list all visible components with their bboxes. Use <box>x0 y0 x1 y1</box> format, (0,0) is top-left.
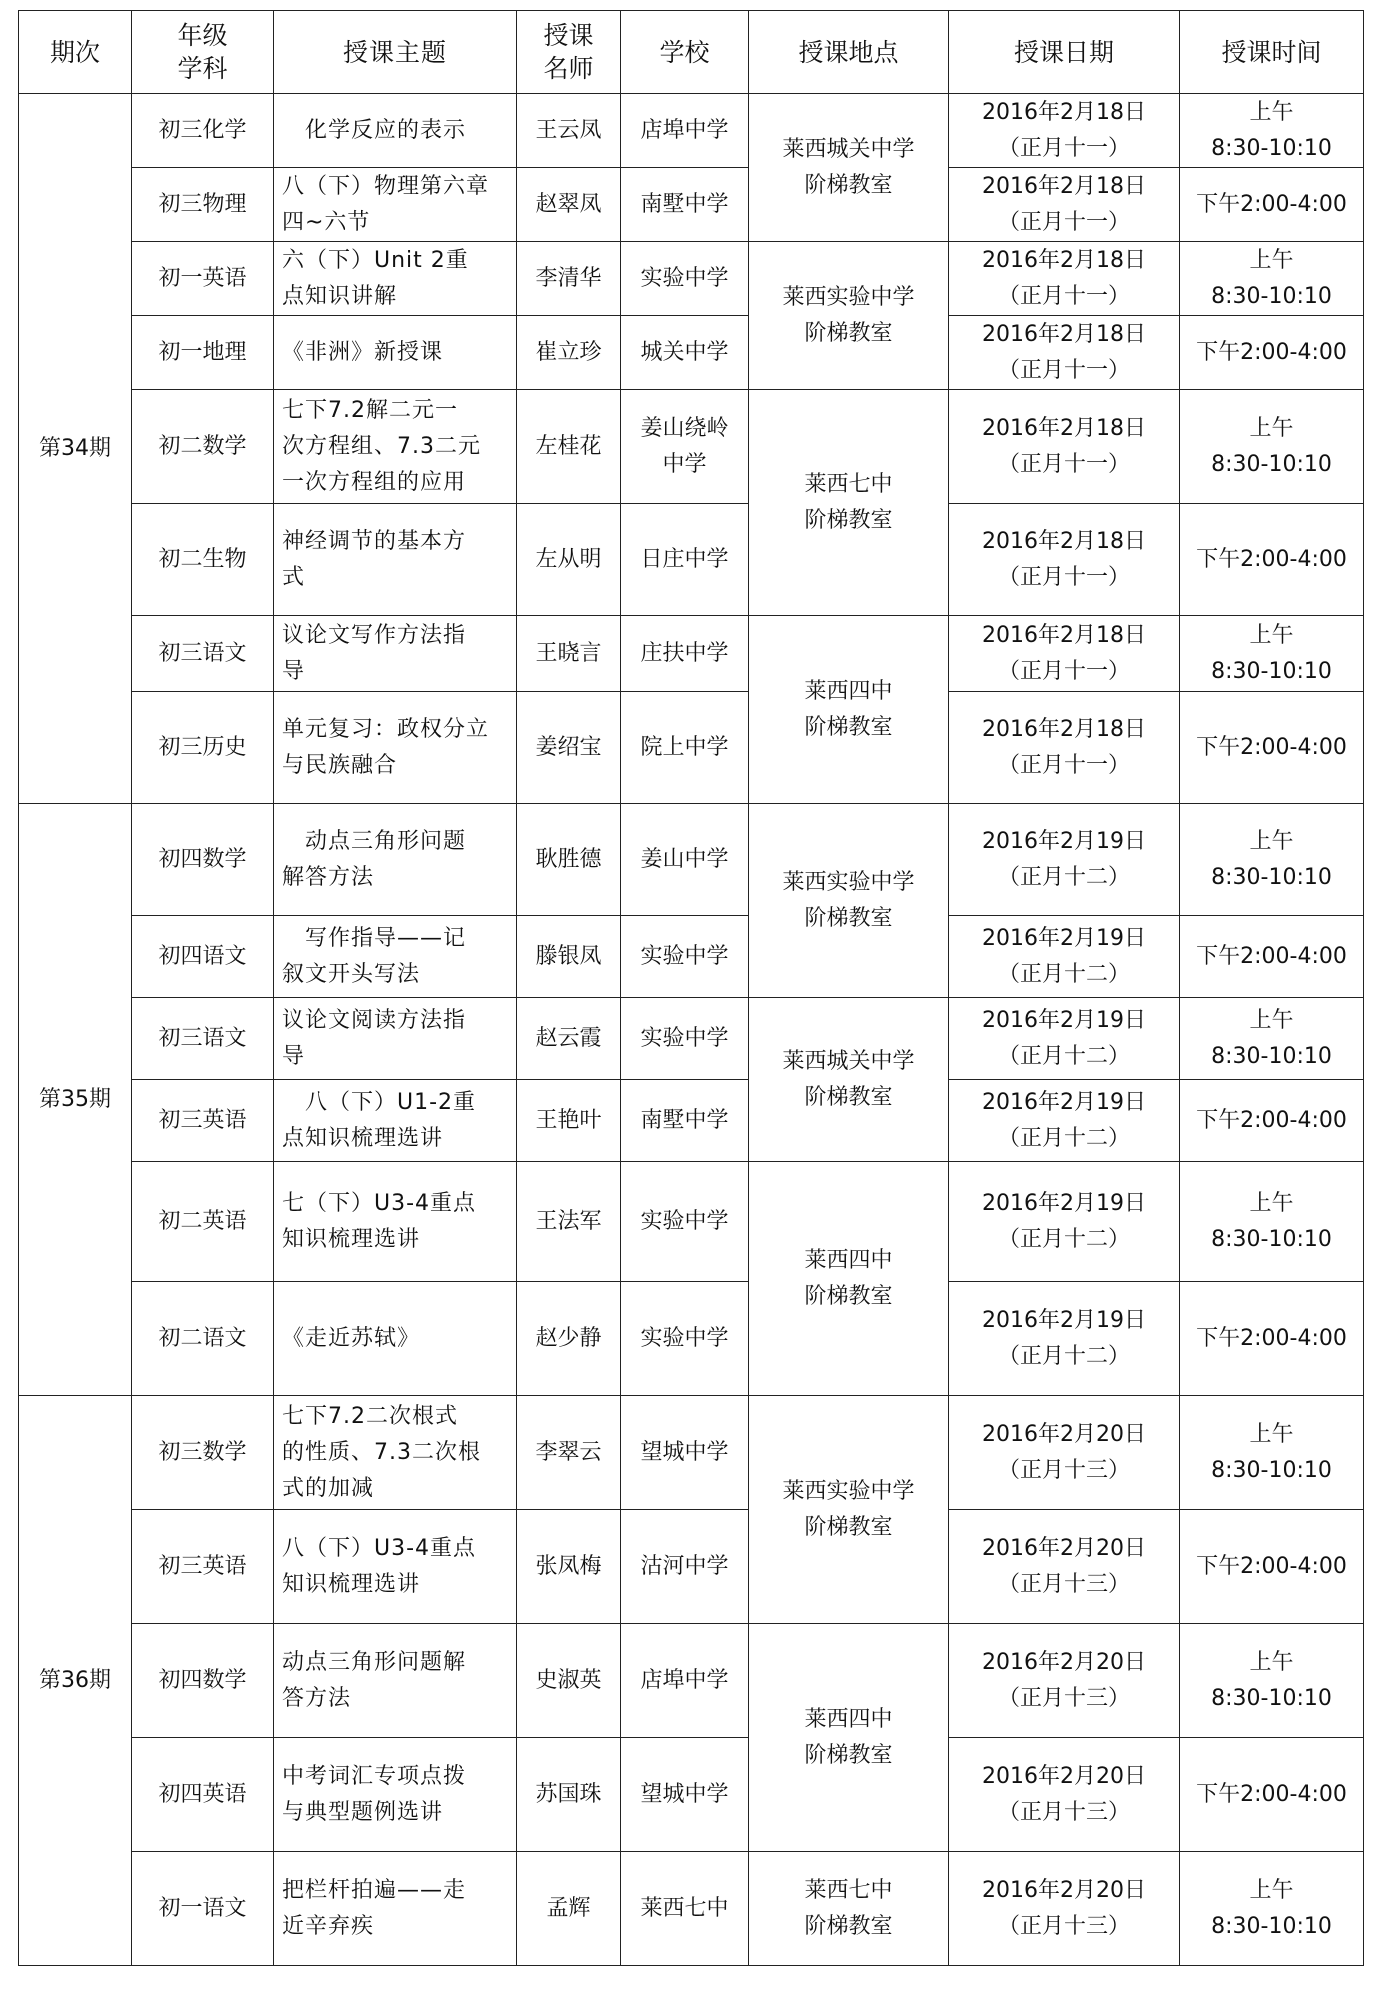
time-cell: 上午 8:30-10:10 <box>1180 94 1364 168</box>
time-cell: 下午2:00-4:00 <box>1180 916 1364 998</box>
topic-cell: 《非洲》新授课 <box>274 316 517 390</box>
subject-cell: 初二英语 <box>132 1162 274 1282</box>
school-cell: 沽河中学 <box>621 1510 749 1624</box>
teacher-cell: 孟辉 <box>517 1852 621 1966</box>
teacher-cell: 李清华 <box>517 242 621 316</box>
date-cell: 2016年2月19日 （正月十二） <box>949 998 1180 1080</box>
subject-cell: 初一语文 <box>132 1852 274 1966</box>
school-cell: 实验中学 <box>621 998 749 1080</box>
time-cell: 下午2:00-4:00 <box>1180 1080 1364 1162</box>
header-teacher: 授课 名师 <box>517 11 621 94</box>
location-cell: 莱西七中 阶梯教室 <box>749 1852 949 1966</box>
teacher-cell: 赵少静 <box>517 1282 621 1396</box>
school-cell: 姜山中学 <box>621 804 749 916</box>
topic-cell: 八（下）U1-2重 点知识梳理选讲 <box>274 1080 517 1162</box>
date-cell: 2016年2月18日 （正月十一） <box>949 316 1180 390</box>
table-row <box>19 168 1364 242</box>
table-row <box>19 1738 1364 1852</box>
subject-cell: 初四英语 <box>132 1738 274 1852</box>
subject-cell: 初一英语 <box>132 242 274 316</box>
subject-cell: 初三语文 <box>132 616 274 692</box>
table-row <box>19 1080 1364 1162</box>
topic-cell: 议论文写作方法指 导 <box>274 616 517 692</box>
location-cell: 莱西四中 阶梯教室 <box>749 616 949 804</box>
table-row <box>19 1510 1364 1624</box>
table-row <box>19 998 1364 1080</box>
table-row <box>19 316 1364 390</box>
date-cell: 2016年2月20日 （正月十三） <box>949 1624 1180 1738</box>
subject-cell: 初三数学 <box>132 1396 274 1510</box>
period-cell: 第34期 <box>19 94 132 804</box>
subject-cell: 初二语文 <box>132 1282 274 1396</box>
subject-cell: 初三语文 <box>132 998 274 1080</box>
table-row <box>19 804 1364 916</box>
location-cell: 莱西实验中学 阶梯教室 <box>749 242 949 390</box>
time-cell: 上午 8:30-10:10 <box>1180 1852 1364 1966</box>
table-row <box>19 692 1364 804</box>
table-row <box>19 504 1364 616</box>
table-row <box>19 1162 1364 1282</box>
topic-cell: 神经调节的基本方 式 <box>274 504 517 616</box>
school-cell: 望城中学 <box>621 1738 749 1852</box>
subject-cell: 初三化学 <box>132 94 274 168</box>
time-cell: 上午 8:30-10:10 <box>1180 804 1364 916</box>
date-cell: 2016年2月20日 （正月十三） <box>949 1738 1180 1852</box>
time-cell: 上午 8:30-10:10 <box>1180 998 1364 1080</box>
location-cell: 莱西实验中学 阶梯教室 <box>749 804 949 998</box>
teacher-cell: 耿胜德 <box>517 804 621 916</box>
header-topic: 授课主题 <box>274 11 517 94</box>
topic-cell: 八（下）物理第六章 四~六节 <box>274 168 517 242</box>
topic-cell: 动点三角形问题解 答方法 <box>274 1624 517 1738</box>
school-cell: 城关中学 <box>621 316 749 390</box>
date-cell: 2016年2月19日 （正月十二） <box>949 1080 1180 1162</box>
date-cell: 2016年2月18日 （正月十一） <box>949 168 1180 242</box>
teacher-cell: 左从明 <box>517 504 621 616</box>
subject-cell: 初二数学 <box>132 390 274 504</box>
topic-cell: 议论文阅读方法指 导 <box>274 998 517 1080</box>
school-cell: 望城中学 <box>621 1396 749 1510</box>
time-cell: 下午2:00-4:00 <box>1180 316 1364 390</box>
header-location: 授课地点 <box>749 11 949 94</box>
teacher-cell: 赵翠凤 <box>517 168 621 242</box>
table-row <box>19 916 1364 998</box>
location-cell: 莱西四中 阶梯教室 <box>749 1162 949 1396</box>
topic-cell: 六（下）Unit 2重 点知识讲解 <box>274 242 517 316</box>
date-cell: 2016年2月18日 （正月十一） <box>949 504 1180 616</box>
school-cell: 日庄中学 <box>621 504 749 616</box>
subject-cell: 初四语文 <box>132 916 274 998</box>
topic-cell: 七（下）U3-4重点 知识梳理选讲 <box>274 1162 517 1282</box>
time-cell: 下午2:00-4:00 <box>1180 1738 1364 1852</box>
header-time: 授课时间 <box>1180 11 1364 94</box>
topic-cell: 七下7.2二次根式 的性质、7.3二次根 式的加减 <box>274 1396 517 1510</box>
location-cell: 莱西七中 阶梯教室 <box>749 390 949 616</box>
teacher-cell: 王法军 <box>517 1162 621 1282</box>
school-cell: 实验中学 <box>621 1162 749 1282</box>
school-cell: 实验中学 <box>621 242 749 316</box>
time-cell: 上午 8:30-10:10 <box>1180 1624 1364 1738</box>
header-date: 授课日期 <box>949 11 1180 94</box>
teacher-cell: 王云凤 <box>517 94 621 168</box>
topic-cell: 单元复习：政权分立 与民族融合 <box>274 692 517 804</box>
school-cell: 南墅中学 <box>621 168 749 242</box>
location-cell: 莱西城关中学 阶梯教室 <box>749 94 949 242</box>
teacher-cell: 崔立珍 <box>517 316 621 390</box>
topic-cell: 七下7.2解二元一 次方程组、7.3二元 一次方程组的应用 <box>274 390 517 504</box>
teacher-cell: 左桂花 <box>517 390 621 504</box>
time-cell: 下午2:00-4:00 <box>1180 168 1364 242</box>
table-row <box>19 1624 1364 1738</box>
date-cell: 2016年2月18日 （正月十一） <box>949 692 1180 804</box>
school-cell: 实验中学 <box>621 1282 749 1396</box>
teacher-cell: 史淑英 <box>517 1624 621 1738</box>
teacher-cell: 苏国珠 <box>517 1738 621 1852</box>
topic-cell: 中考词汇专项点拨 与典型题例选讲 <box>274 1738 517 1852</box>
period-cell: 第35期 <box>19 804 132 1396</box>
date-cell: 2016年2月20日 （正月十三） <box>949 1852 1180 1966</box>
school-cell: 姜山绕岭 中学 <box>621 390 749 504</box>
topic-cell: 动点三角形问题 解答方法 <box>274 804 517 916</box>
table-row <box>19 616 1364 692</box>
time-cell: 下午2:00-4:00 <box>1180 692 1364 804</box>
date-cell: 2016年2月18日 （正月十一） <box>949 390 1180 504</box>
topic-cell: 化学反应的表示 <box>274 94 517 168</box>
subject-cell: 初二生物 <box>132 504 274 616</box>
school-cell: 南墅中学 <box>621 1080 749 1162</box>
school-cell: 实验中学 <box>621 916 749 998</box>
school-cell: 院上中学 <box>621 692 749 804</box>
teacher-cell: 赵云霞 <box>517 998 621 1080</box>
teacher-cell: 滕银凤 <box>517 916 621 998</box>
table-row <box>19 242 1364 316</box>
header-period: 期次 <box>19 11 132 94</box>
time-cell: 上午 8:30-10:10 <box>1180 616 1364 692</box>
time-cell: 上午 8:30-10:10 <box>1180 390 1364 504</box>
school-cell: 庄扶中学 <box>621 616 749 692</box>
time-cell: 下午2:00-4:00 <box>1180 1510 1364 1624</box>
topic-cell: 《走近苏轼》 <box>274 1282 517 1396</box>
subject-cell: 初三历史 <box>132 692 274 804</box>
table-row <box>19 1282 1364 1396</box>
subject-cell: 初三英语 <box>132 1510 274 1624</box>
date-cell: 2016年2月19日 （正月十二） <box>949 1162 1180 1282</box>
teacher-cell: 王晓言 <box>517 616 621 692</box>
time-cell: 上午 8:30-10:10 <box>1180 242 1364 316</box>
date-cell: 2016年2月20日 （正月十三） <box>949 1396 1180 1510</box>
location-cell: 莱西四中 阶梯教室 <box>749 1624 949 1852</box>
header-school: 学校 <box>621 11 749 94</box>
school-cell: 店埠中学 <box>621 94 749 168</box>
table-row <box>19 390 1364 504</box>
subject-cell: 初一地理 <box>132 316 274 390</box>
topic-cell: 把栏杆拍遍——走 近辛弃疾 <box>274 1852 517 1966</box>
date-cell: 2016年2月18日 （正月十一） <box>949 242 1180 316</box>
time-cell: 上午 8:30-10:10 <box>1180 1396 1364 1510</box>
table-row <box>19 1852 1364 1966</box>
period-cell: 第36期 <box>19 1396 132 1966</box>
header-grade-subject: 年级 学科 <box>132 11 274 94</box>
date-cell: 2016年2月19日 （正月十二） <box>949 1282 1180 1396</box>
topic-cell: 八（下）U3-4重点 知识梳理选讲 <box>274 1510 517 1624</box>
date-cell: 2016年2月20日 （正月十三） <box>949 1510 1180 1624</box>
school-cell: 莱西七中 <box>621 1852 749 1966</box>
table-row <box>19 94 1364 168</box>
time-cell: 上午 8:30-10:10 <box>1180 1162 1364 1282</box>
date-cell: 2016年2月19日 （正月十二） <box>949 916 1180 998</box>
topic-cell: 写作指导——记 叙文开头写法 <box>274 916 517 998</box>
subject-cell: 初四数学 <box>132 804 274 916</box>
subject-cell: 初三物理 <box>132 168 274 242</box>
teacher-cell: 李翠云 <box>517 1396 621 1510</box>
school-cell: 店埠中学 <box>621 1624 749 1738</box>
subject-cell: 初四数学 <box>132 1624 274 1738</box>
subject-cell: 初三英语 <box>132 1080 274 1162</box>
teacher-cell: 王艳叶 <box>517 1080 621 1162</box>
header-row <box>19 11 1364 94</box>
location-cell: 莱西城关中学 阶梯教室 <box>749 998 949 1162</box>
date-cell: 2016年2月18日 （正月十一） <box>949 94 1180 168</box>
location-cell: 莱西实验中学 阶梯教室 <box>749 1396 949 1624</box>
date-cell: 2016年2月18日 （正月十一） <box>949 616 1180 692</box>
time-cell: 下午2:00-4:00 <box>1180 1282 1364 1396</box>
table-row <box>19 1396 1364 1510</box>
date-cell: 2016年2月19日 （正月十二） <box>949 804 1180 916</box>
teacher-cell: 姜绍宝 <box>517 692 621 804</box>
schedule-table <box>18 10 1364 1966</box>
teacher-cell: 张凤梅 <box>517 1510 621 1624</box>
time-cell: 下午2:00-4:00 <box>1180 504 1364 616</box>
